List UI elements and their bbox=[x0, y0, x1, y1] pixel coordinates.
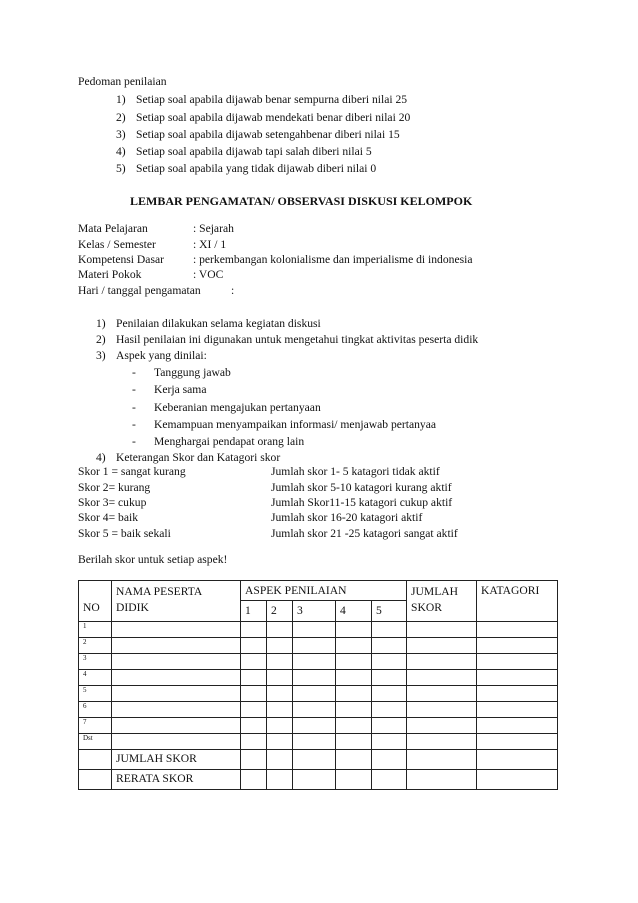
cell-skor[interactable] bbox=[241, 750, 267, 770]
jumlah-skor-label: JUMLAH SKOR bbox=[112, 750, 241, 770]
cell-skor[interactable] bbox=[293, 638, 336, 654]
cell-skor[interactable] bbox=[293, 702, 336, 718]
cell-katagori[interactable] bbox=[477, 770, 558, 790]
cell-skor[interactable] bbox=[372, 670, 407, 686]
pedoman-item-num: 5) bbox=[116, 162, 126, 175]
cell-skor[interactable] bbox=[336, 734, 372, 750]
aspek-item bbox=[132, 383, 206, 396]
pedoman-item bbox=[116, 93, 407, 106]
cell-skor[interactable] bbox=[372, 638, 407, 654]
dash-marker: - bbox=[132, 401, 136, 414]
aspek-item bbox=[132, 401, 321, 414]
pedoman-title: Pedoman penilaian bbox=[78, 75, 167, 88]
cell-jumlah[interactable] bbox=[407, 750, 477, 770]
cell-katagori[interactable] bbox=[477, 638, 558, 654]
cell-skor[interactable] bbox=[336, 750, 372, 770]
cell-skor[interactable] bbox=[336, 622, 372, 638]
cell-skor[interactable] bbox=[336, 638, 372, 654]
skor-right: Jumlah skor 21 -25 katagori sangat aktif bbox=[271, 527, 458, 540]
cell-skor[interactable] bbox=[241, 686, 267, 702]
cell-skor[interactable] bbox=[293, 622, 336, 638]
note-num: 4) bbox=[96, 451, 106, 464]
aspek-item bbox=[132, 418, 436, 431]
pedoman-item-text: Setiap soal apabila yang tidak dijawab diberi nilai 0 bbox=[136, 162, 377, 175]
cell-skor[interactable] bbox=[241, 622, 267, 638]
cell-skor[interactable] bbox=[336, 686, 372, 702]
header-aspek: ASPEK PENILAIAN bbox=[241, 581, 407, 601]
cell-skor[interactable] bbox=[267, 718, 293, 734]
info-label: Materi Pokok bbox=[78, 268, 142, 281]
aspek-item bbox=[132, 366, 231, 379]
cell-skor[interactable] bbox=[336, 770, 372, 790]
cell-skor[interactable] bbox=[241, 638, 267, 654]
aspek-text: Menghargai pendapat orang lain bbox=[154, 435, 305, 448]
info-label: Mata Pelajaran bbox=[78, 222, 148, 235]
aspek-col-header: 2 bbox=[267, 601, 293, 622]
pedoman-item-text: Setiap soal apabila dijawab mendekati benar diberi nilai 20 bbox=[136, 111, 411, 124]
cell-katagori[interactable] bbox=[477, 734, 558, 750]
info-label: Kompetensi Dasar bbox=[78, 253, 164, 266]
cell-nama[interactable] bbox=[112, 654, 241, 670]
cell-skor[interactable] bbox=[372, 718, 407, 734]
cell-skor[interactable] bbox=[372, 622, 407, 638]
cell-jumlah[interactable] bbox=[407, 734, 477, 750]
cell-skor[interactable] bbox=[267, 654, 293, 670]
row-number: 1 bbox=[79, 622, 112, 638]
row-number: 6 bbox=[79, 702, 112, 718]
cell-nama[interactable] bbox=[112, 734, 241, 750]
cell-jumlah[interactable] bbox=[407, 702, 477, 718]
cell-skor[interactable] bbox=[372, 686, 407, 702]
aspek-col-header: 3 bbox=[293, 601, 336, 622]
skor-right: Jumlah skor 1- 5 katagori tidak aktif bbox=[271, 465, 440, 478]
cell-nama[interactable] bbox=[112, 670, 241, 686]
skor-right: Jumlah skor 16-20 katagori aktif bbox=[271, 511, 423, 524]
info-value: : XI / 1 bbox=[193, 238, 227, 251]
cell-skor[interactable] bbox=[293, 770, 336, 790]
cell-skor[interactable] bbox=[241, 702, 267, 718]
cell-skor[interactable] bbox=[267, 702, 293, 718]
note-num: 3) bbox=[96, 349, 106, 362]
note-num: 2) bbox=[96, 333, 106, 346]
table-row bbox=[79, 718, 558, 734]
cell-skor[interactable] bbox=[267, 750, 293, 770]
rerata-skor-row bbox=[79, 770, 558, 790]
note-text: Aspek yang dinilai: bbox=[116, 349, 207, 362]
row-number: 5 bbox=[79, 686, 112, 702]
table-row bbox=[79, 702, 558, 718]
cell-nama[interactable] bbox=[112, 686, 241, 702]
note-item bbox=[96, 317, 321, 330]
cell-nama[interactable] bbox=[112, 622, 241, 638]
row-number: 3 bbox=[79, 654, 112, 670]
info-value: : Sejarah bbox=[193, 222, 234, 235]
dash-marker: - bbox=[132, 383, 136, 396]
skor-left: Skor 2= kurang bbox=[78, 481, 151, 494]
aspek-text: Kemampuan menyampaikan informasi/ menjawab pertanyaa bbox=[154, 418, 437, 431]
table-row bbox=[79, 670, 558, 686]
skor-right: Jumlah Skor11-15 katagori cukup aktif bbox=[271, 496, 453, 509]
header-nama: NAMA PESERTA DIDIK bbox=[112, 581, 241, 622]
note-text: Penilaian dilakukan selama kegiatan diskusi bbox=[116, 317, 321, 330]
cell-katagori[interactable] bbox=[477, 750, 558, 770]
cell-jumlah[interactable] bbox=[407, 770, 477, 790]
pedoman-item-text: Setiap soal apabila dijawab benar sempurna diberi nilai 25 bbox=[136, 93, 408, 106]
pedoman-item bbox=[116, 111, 410, 124]
note-item bbox=[96, 333, 478, 346]
hari-label: Hari / tanggal pengamatan bbox=[78, 284, 201, 297]
cell-nama[interactable] bbox=[112, 718, 241, 734]
cell-katagori[interactable] bbox=[477, 622, 558, 638]
cell-skor[interactable] bbox=[241, 770, 267, 790]
dash-marker: - bbox=[132, 366, 136, 379]
header-katagori: KATAGORI bbox=[477, 581, 558, 622]
pedoman-item-num: 4) bbox=[116, 145, 126, 158]
cell-skor[interactable] bbox=[293, 654, 336, 670]
instruction: Berilah skor untuk setiap aspek! bbox=[78, 553, 228, 566]
cell-nama[interactable] bbox=[112, 702, 241, 718]
cell-katagori[interactable] bbox=[477, 686, 558, 702]
cell-empty bbox=[79, 750, 112, 770]
cell-skor[interactable] bbox=[372, 702, 407, 718]
pedoman-item-num: 1) bbox=[116, 93, 126, 106]
note-num: 1) bbox=[96, 317, 106, 330]
cell-jumlah[interactable] bbox=[407, 686, 477, 702]
info-value: : perkembangan kolonialisme dan imperialisme di indonesia bbox=[193, 253, 473, 266]
cell-skor[interactable] bbox=[267, 734, 293, 750]
note-text: Hasil penilaian ini digunakan untuk mengetahui tingkat aktivitas peserta didik bbox=[116, 333, 479, 346]
cell-skor[interactable] bbox=[293, 718, 336, 734]
table-row bbox=[79, 686, 558, 702]
cell-katagori[interactable] bbox=[477, 654, 558, 670]
cell-katagori[interactable] bbox=[477, 670, 558, 686]
cell-skor[interactable] bbox=[241, 734, 267, 750]
cell-skor[interactable] bbox=[336, 718, 372, 734]
lembar-title: LEMBAR PENGAMATAN/ OBSERVASI DISKUSI KELOMPOK bbox=[130, 194, 473, 208]
aspek-text: Kerja sama bbox=[154, 383, 207, 396]
aspek-item bbox=[132, 435, 304, 448]
note-item bbox=[96, 451, 280, 464]
cell-skor[interactable] bbox=[293, 734, 336, 750]
row-number: 4 bbox=[79, 670, 112, 686]
cell-katagori[interactable] bbox=[477, 702, 558, 718]
pedoman-item-num: 3) bbox=[116, 128, 126, 141]
cell-jumlah[interactable] bbox=[407, 670, 477, 686]
cell-skor[interactable] bbox=[372, 750, 407, 770]
cell-jumlah[interactable] bbox=[407, 622, 477, 638]
cell-jumlah[interactable] bbox=[407, 638, 477, 654]
cell-jumlah[interactable] bbox=[407, 654, 477, 670]
jumlah-skor-row bbox=[79, 750, 558, 770]
header-jumlah: JUMLAH SKOR bbox=[407, 581, 477, 622]
cell-skor[interactable] bbox=[372, 654, 407, 670]
cell-jumlah[interactable] bbox=[407, 718, 477, 734]
cell-skor[interactable] bbox=[267, 622, 293, 638]
table-row bbox=[79, 622, 558, 638]
skor-left: Skor 3= cukup bbox=[78, 496, 147, 509]
cell-skor[interactable] bbox=[336, 654, 372, 670]
header-row bbox=[79, 581, 558, 601]
hari-value: : bbox=[231, 284, 235, 297]
cell-skor[interactable] bbox=[293, 750, 336, 770]
note-text: Keterangan Skor dan Katagori skor bbox=[116, 451, 281, 464]
cell-skor[interactable] bbox=[293, 686, 336, 702]
note-item bbox=[96, 349, 207, 362]
table-row bbox=[79, 638, 558, 654]
cell-skor[interactable] bbox=[241, 654, 267, 670]
aspek-text: Tanggung jawab bbox=[154, 366, 231, 379]
pedoman-item-text: Setiap soal apabila dijawab setengahbenar diberi nilai 15 bbox=[136, 128, 400, 141]
cell-skor[interactable] bbox=[336, 670, 372, 686]
row-number: 7 bbox=[79, 718, 112, 734]
dash-marker: - bbox=[132, 435, 136, 448]
cell-nama[interactable] bbox=[112, 638, 241, 654]
skor-left: Skor 5 = baik sekali bbox=[78, 527, 171, 540]
pedoman-item-num: 2) bbox=[116, 111, 126, 124]
skor-left: Skor 4= baik bbox=[78, 511, 138, 524]
cell-skor[interactable] bbox=[267, 770, 293, 790]
row-number: Dst bbox=[79, 734, 112, 750]
cell-skor[interactable] bbox=[336, 702, 372, 718]
pedoman-item bbox=[116, 145, 372, 158]
aspek-col-header: 5 bbox=[372, 601, 407, 622]
cell-skor[interactable] bbox=[267, 670, 293, 686]
dash-marker: - bbox=[132, 418, 136, 431]
info-label: Kelas / Semester bbox=[78, 238, 156, 251]
aspek-text: Keberanian mengajukan pertanyaan bbox=[154, 401, 321, 414]
assessment-table bbox=[78, 580, 558, 790]
rerata-skor-label: RERATA SKOR bbox=[112, 770, 241, 790]
aspek-col-header: 4 bbox=[336, 601, 372, 622]
table-row bbox=[79, 654, 558, 670]
pedoman-item bbox=[116, 128, 400, 141]
cell-empty bbox=[79, 770, 112, 790]
cell-skor[interactable] bbox=[372, 770, 407, 790]
pedoman-item-text: Setiap soal apabila dijawab tapi salah diberi nilai 5 bbox=[136, 145, 372, 158]
info-value: : VOC bbox=[193, 268, 224, 281]
header-no: NO bbox=[79, 581, 112, 622]
aspek-col-header: 1 bbox=[241, 601, 267, 622]
cell-skor[interactable] bbox=[267, 686, 293, 702]
cell-skor[interactable] bbox=[267, 638, 293, 654]
cell-skor[interactable] bbox=[241, 718, 267, 734]
cell-skor[interactable] bbox=[293, 670, 336, 686]
skor-left: Skor 1 = sangat kurang bbox=[78, 465, 186, 478]
pedoman-item bbox=[116, 162, 376, 175]
cell-skor[interactable] bbox=[241, 670, 267, 686]
cell-skor[interactable] bbox=[372, 734, 407, 750]
row-number: 2 bbox=[79, 638, 112, 654]
table-row bbox=[79, 734, 558, 750]
cell-katagori[interactable] bbox=[477, 718, 558, 734]
skor-right: Jumlah skor 5-10 katagori kurang aktif bbox=[271, 481, 452, 494]
